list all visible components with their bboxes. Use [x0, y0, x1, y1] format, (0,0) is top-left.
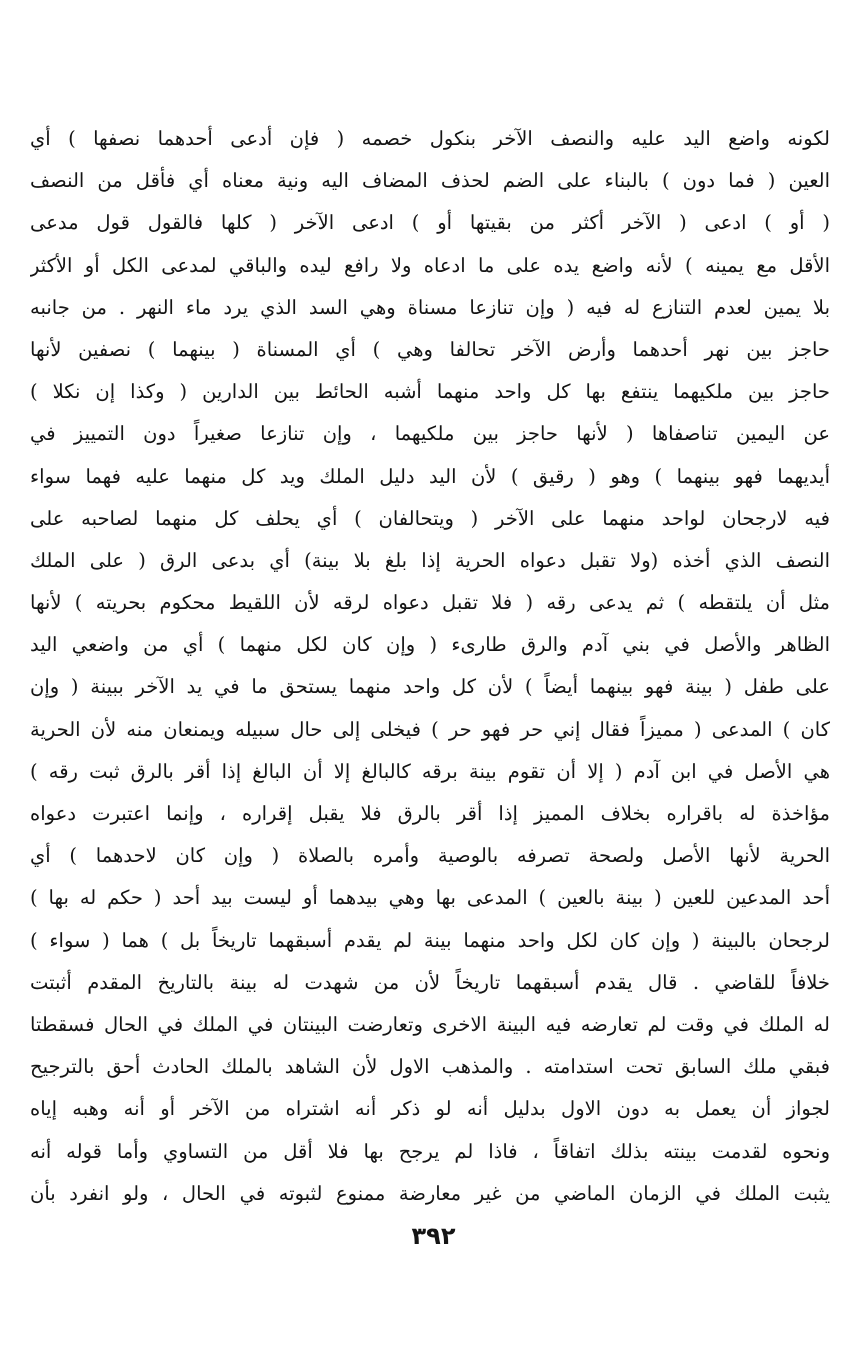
text-line-6: حاجز بين نهر أحدهما وأرض الآخر تحالفا وهي ) أي المسناة ( بينهما ) نصفين لأنها: [30, 337, 830, 361]
text-line-25: ونحوه لقدمت بينته بذلك اتفاقاً ، فاذا لم يرجح بها فلا أقل من التساوي وأما قوله أنه: [30, 1139, 830, 1163]
text-line-23: فبقي ملك السابق تحت استدامته . والمذهب الاول لأن الشاهد بالملك الحادث أحق بالترجيح: [30, 1055, 830, 1079]
text-line-5: بلا يمين لعدم التنازع له فيه ( وإن تنازعا مسناة وهي السد الذي يرد ماء النهر . من جانبه: [30, 295, 830, 319]
text-line-20: لرجحان بالبينة ( وإن كان لكل واحد منهما بينة لم يقدم أسبقهما تاريخاً بل ) هما ( سواء ): [30, 928, 830, 952]
text-line-24: لجواز أن يعمل به دون الاول بدليل أنه لو ذكر أنه اشتراه من الآخر أو أنه وهبه إياه: [30, 1097, 830, 1121]
text-line-9: أيديهما فهو بينهما ) وهو ( رقيق ) لأن اليد دليل الملك ويد كل منهما عليه فهما سواء: [30, 464, 830, 488]
text-line-14: على طفل ( بينة فهو بينهما أيضاً ) لأن كل واحد منهما يستحق ما في يد الآخر ببينة ( وإن: [30, 675, 830, 699]
text-line-1: لكونه واضع اليد عليه والنصف الآخر بنكول خصمه ( فإن أدعى أحدهما نصفها ) أي: [30, 127, 830, 150]
text-line-2: العين ( فما دون ) بالبناء على الضم لحذف المضاف اليه ونية معناه أي فأقل من النصف: [30, 169, 830, 193]
text-line-8: عن اليمين تناصفاها ( لأنها حاجز بين ملكيهما ، وإن تنازعا صغيراً دون التمييز في: [30, 422, 830, 446]
text-line-11: النصف الذي أخذه (ولا تقبل دعواه الحرية إذا بلغ بلا بينة) أي بدعى الرق ( على الملك: [30, 548, 830, 572]
text-line-10: فيه لارجحان لواحد منهما على الآخر ( ويتحالفان ) أي يحلف كل منهما لصاحبه على: [30, 506, 830, 530]
text-line-3: ( أو ) ادعى ( الآخر أكثر من بقيتها أو ) ادعى الآخر ( كلها فالقول قول مدعى: [30, 211, 830, 235]
text-line-26: يثبت الملك في الزمان الماضي من غير معارضة ممنوع لثبوته في الحال ، ولو انفرد بأن: [30, 1181, 830, 1205]
text-line-22: له الملك في وقت لم تعارضه فيه البينة الاخرى وتعارضت البينتان في الملك في الحال فسقطتا: [30, 1012, 830, 1036]
text-line-4: الأقل مع يمينه ) لأنه واضع يده على ما ادعاه ولا رافع ليده والباقي لمدعى الكل أو الأكثر: [30, 253, 830, 277]
text-line-12: مثل أن يلتقطه ) ثم يدعى رقه ( فلا تقبل دعواه لرقه لأن اللقيط محكوم بحريته ) لأنها: [30, 591, 830, 615]
text-line-19: أحد المدعين للعين ( بينة بالعين ) المدعى بها وهي بيدهما أو ليست بيد أحد ( حكم له بها ): [30, 886, 830, 910]
page-number: ٣٩٢: [411, 1222, 456, 1250]
text-line-13: الظاهر والأصل في بني آدم والرق طارىء ( وإن كان لكل منهما ) أي من واضعي اليد: [30, 633, 830, 657]
text-line-18: الحرية لأنها الأصل ولصحة تصرفه بالوصية وأمره بالصلاة ( وإن كان لاحدهما ) أي: [30, 844, 830, 868]
text-line-21: خلافاً للقاضي . قال يقدم أسبقهما تاريخاً لأن من شهدت له بينة بالتاريخ المقدم أثبتت: [30, 970, 830, 994]
text-line-16: هي الأصل في ابن آدم ( إلا أن تقوم بينة برقه كالبالغ إلا أن البالغ إذا أقر بالرق ثبت رقه ): [30, 759, 830, 783]
text-line-17: مؤاخذة له باقراره بخلاف المميز إذا أقر بالرق فلا يقبل إقراره ، وإنما اعتبرت دعواه: [30, 802, 830, 825]
page-text-block: [30, 118, 830, 1205]
text-line-15: كان ) المدعى ( مميزاً فقال إني حر فهو حر ) فيخلى إلى حال سبيله ويمنعان منه لأن الحرية: [30, 717, 830, 741]
text-line-7: حاجز بين ملكيهما ينتفع بها كل واحد منهما أشبه الحائط بين الدارين ( وكذا إن نكلا ): [30, 380, 830, 404]
